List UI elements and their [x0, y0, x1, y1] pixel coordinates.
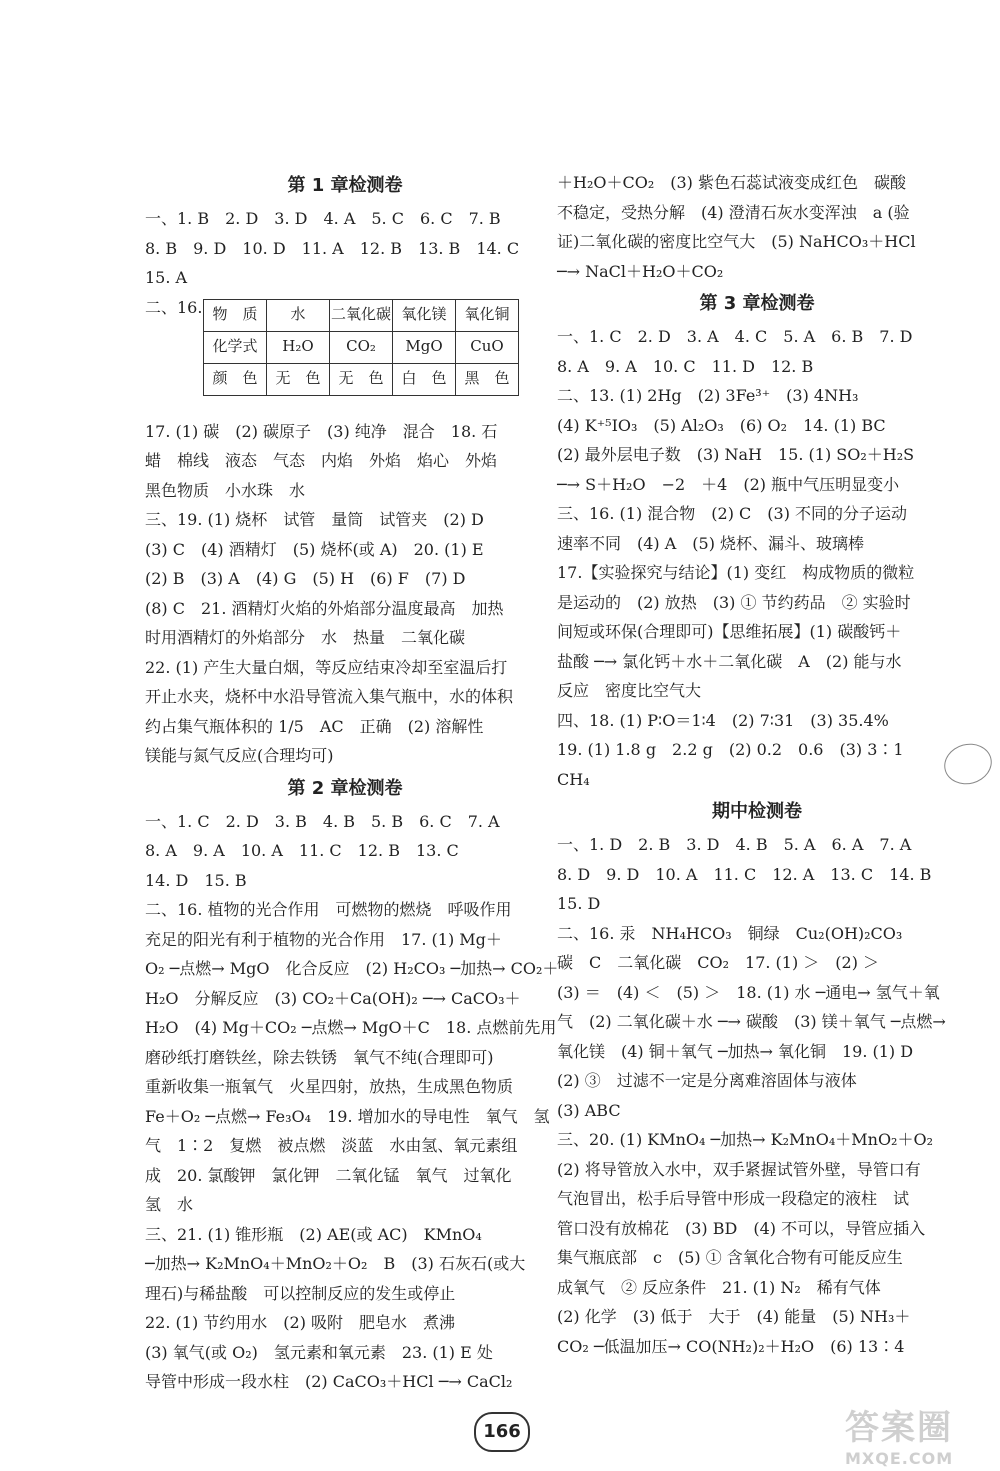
answer-line: 是运动的 (2) 放热 (3) ① 节约药品 ② 实验时	[557, 592, 911, 612]
answer-line: 重新收集一瓶氧气 火星四射，放热，生成黑色物质	[145, 1077, 514, 1096]
answer-line: (4) K⁺⁵IO₃ (5) Al₂O₃ (6) O₂ 14. (1) BC	[557, 415, 886, 435]
answer-line: 不稳定，受热分解 (4) 澄清石灰水变浑浊 a (验	[557, 202, 910, 222]
answer-line: 气 (2) 二氧化碳＋水 ─→ 碳酸 (3) 镁＋氧气 ─点燃→	[557, 1012, 946, 1031]
table-cell: 白 色	[393, 363, 456, 395]
answer-line: 气 1∶2 复燃 被点燃 淡蓝 水由氢、氧元素组	[145, 1136, 518, 1155]
answer-line: 三、20. (1) KMnO₄ ─加热→ K₂MnO₄＋MnO₂＋O₂	[557, 1130, 934, 1149]
answer-line: 一、1. C 2. D 3. B 4. B 5. B 6. C 7. A	[145, 811, 500, 831]
answer-line: 集气瓶底部 c (5) ① 含氧化合物有可能反应生	[557, 1248, 903, 1267]
answer-line: (3) ABC	[557, 1100, 621, 1120]
answer-line: (3) C (4) 酒精灯 (5) 烧杯(或 A) 20. (1) E	[145, 539, 484, 559]
answer-line: ─→ NaCl＋H₂O＋CO₂	[557, 261, 724, 281]
answer-line: ─加热→ K₂MnO₄＋MnO₂＋O₂ B (3) 石灰石(或大	[145, 1254, 526, 1273]
section-title-midterm: 期中检测卷	[712, 801, 802, 822]
answer-line: 蜡 棉线 液态 气态 内焰 外焰 焰心 外焰	[145, 451, 498, 470]
answer-line: (8) C 21. 酒精灯火焰的外焰部分温度最高 加热	[145, 598, 504, 618]
midterm-answers-block	[557, 830, 957, 1361]
answer-line: 8. D 9. D 10. A 11. C 12. A 13. C 14. B	[557, 864, 932, 884]
answer-line: 三、16. (1) 混合物 (2) C (3) 不同的分子运动	[557, 504, 908, 523]
answer-line: 17. (1) 碳 (2) 碳原子 (3) 纯净 混合 18. 石	[145, 421, 498, 441]
answer-line: CO₂ ─低温加压→ CO(NH₂)₂＋H₂O (6) 13∶4	[557, 1336, 905, 1356]
answer-line: 碳 C 二氧化碳 CO₂ 17. (1) ＞ (2) ＞	[557, 953, 880, 972]
answer-line: CH₄	[557, 769, 590, 789]
answer-line: 充足的阳光有利于植物的光合作用 17. (1) Mg＋	[145, 929, 502, 949]
ch2-answers-block	[145, 807, 559, 1397]
answer-line: 约占集气瓶体积的 1/5 AC 正确 (2) 溶解性	[145, 716, 484, 736]
table-cell: 物 质	[204, 299, 267, 331]
answer-line: 反应 密度比空气大	[557, 681, 702, 700]
answer-line: 三、21. (1) 锥形瓶 (2) AE(或 AC) KMnO₄	[145, 1224, 482, 1244]
answer-line: 二、13. (1) 2Hg (2) 3Fe³⁺ (3) 4NH₃	[557, 386, 859, 405]
table-cell: 二氧化碳	[330, 299, 393, 331]
answer-line: 盐酸 ─→ 氯化钙＋水＋二氧化碳 A (2) 能与水	[557, 651, 902, 671]
answer-line: 镁能与氮气反应(合理均可)	[145, 746, 334, 765]
table-cell: CuO	[456, 331, 519, 363]
answer-line: 一、1. B 2. D 3. D 4. A 5. C 6. C 7. B	[145, 209, 501, 228]
answer-line: 管口没有放棉花 (3) BD (4) 不可以，导管应插入	[557, 1218, 926, 1238]
table-cell: 氧化铜	[456, 299, 519, 331]
answer-line: 一、1. D 2. B 3. D 4. B 5. A 6. A 7. A	[557, 835, 912, 854]
answer-line: (3) ＝ (4) ＜ (5) ＞ 18. (1) 水 ─通电→ 氢气＋氧	[557, 982, 940, 1002]
answer-line: 间短或环保(合理即可)【思维拓展】(1) 碳酸钙＋	[557, 622, 902, 641]
answer-line: (2) B (3) A (4) G (5) H (6) F (7) D	[145, 569, 466, 588]
ch3-answers-block	[557, 322, 957, 794]
table-row	[204, 299, 519, 331]
table-cell: MgO	[393, 331, 456, 363]
answer-line: 导管中形成一段水柱 (2) CaCO₃＋HCl ─→ CaCl₂	[145, 1372, 513, 1391]
answer-line: 四、18. (1) P∶O＝1∶4 (2) 7∶31 (3) 35.4%	[557, 710, 889, 730]
answer-line: 17.【实验探究与结论】(1) 变红 构成物质的微粒	[557, 563, 915, 582]
answer-table	[203, 299, 519, 396]
answer-line: 成 20. 氯酸钾 氯化钾 二氧化锰 氧气 过氧化	[145, 1165, 512, 1185]
ch1-answers-block-2	[145, 417, 545, 771]
answer-line: 证)二氧化碳的密度比空气大 (5) NaHCO₃＋HCl	[557, 232, 916, 251]
answer-line: 时用酒精灯的外焰部分 水 热量 二氧化碳	[145, 628, 466, 647]
answer-line: 氢 水	[145, 1195, 194, 1214]
answer-line: ＋H₂O＋CO₂ (3) 紫色石蕊试液变成红色 碳酸	[557, 173, 907, 192]
answer-line: (2) 最外层电子数 (3) NaH 15. (1) SO₂＋H₂S	[557, 445, 915, 464]
answer-line: 22. (1) 产生大量白烟，等反应结束冷却至室温后打	[145, 657, 508, 677]
table-cell: 黑 色	[456, 363, 519, 395]
answer-line: 19. (1) 1.8 g 2.2 g (2) 0.2 0.6 (3) 3∶1	[557, 740, 904, 759]
answer-line: 一、1. C 2. D 3. A 4. C 5. A 6. B 7. D	[557, 327, 913, 346]
answer-line: (3) 氧气(或 O₂) 氢元素和氧元素 23. (1) E 处	[145, 1342, 493, 1362]
page-number: 166	[474, 1412, 530, 1452]
table-cell: 无 色	[330, 363, 393, 395]
ch2-continued-block	[557, 168, 957, 286]
answer-line: (2) ③ 过滤不一定是分离难溶固体与液体	[557, 1071, 857, 1090]
answer-line: 15. A	[145, 268, 188, 287]
watermark-logo-text: 答案圈	[845, 1408, 953, 1448]
section-title-ch1: 第 1 章检测卷	[287, 175, 403, 196]
answer-line: 15. D	[557, 894, 601, 913]
answer-line: 黑色物质 小水珠 水	[145, 480, 306, 500]
ch1-table-row	[145, 293, 545, 417]
ch1-answers-block-1	[145, 204, 545, 293]
answer-line: (2) 化学 (3) 低于 大于 (4) 能量 (5) NH₃＋	[557, 1307, 911, 1326]
answer-line: 理石)与稀盐酸 可以控制反应的发生或停止	[145, 1283, 456, 1303]
right-column	[557, 168, 957, 1361]
answer-line: Fe＋O₂ ─点燃→ Fe₃O₄ 19. 增加水的导电性 氧气 氢	[145, 1106, 550, 1126]
answer-line: 二、16. 植物的光合作用 可燃物的燃烧 呼吸作用	[145, 900, 512, 919]
table-row	[204, 331, 519, 363]
answer-line: 14. D 15. B	[145, 870, 247, 890]
section-title-ch3: 第 3 章检测卷	[699, 293, 815, 314]
answer-line: 8. A 9. A 10. A 11. C 12. B 13. C	[145, 841, 459, 860]
answer-line: 磨砂纸打磨铁丝，除去铁锈 氧气不纯(合理即可)	[145, 1047, 494, 1067]
table-cell: H₂O	[267, 331, 330, 363]
answer-line: 氧化镁 (4) 铜＋氧气 ─加热→ 氧化铜 19. (1) D	[557, 1041, 914, 1061]
answer-line: 三、19. (1) 烧杯 试管 量筒 试管夹 (2) D	[145, 510, 484, 529]
table-cell: 化学式	[204, 331, 267, 363]
table-label: 二、16.	[145, 297, 203, 317]
table-cell: 氧化镁	[393, 299, 456, 331]
table-cell: CO₂	[330, 331, 393, 363]
answer-line: 气泡冒出，松手后导管中形成一段稳定的液柱 试	[557, 1189, 910, 1208]
answer-line: 开止水夹，烧杯中水沿导管流入集气瓶中，水的体积	[145, 687, 514, 706]
table-cell: 无 色	[267, 363, 330, 395]
watermark-url: MXQE.COM	[845, 1449, 954, 1468]
left-column	[145, 168, 559, 1397]
answer-line: 成氧气 ② 反应条件 21. (1) N₂ 稀有气体	[557, 1277, 881, 1297]
answer-line: ─→ S＋H₂O −2 ＋4 (2) 瓶中气压明显变小	[557, 474, 900, 494]
section-title-ch2: 第 2 章检测卷	[287, 777, 403, 799]
answer-line: (2) 将导管放入水中，双手紧握试管外壁，导管口有	[557, 1159, 921, 1179]
answer-line: 速率不同 (4) A (5) 烧杯、漏斗、玻璃棒	[557, 533, 865, 553]
answer-line: 二、16. 汞 NH₄HCO₃ 铜绿 Cu₂(OH)₂CO₃	[557, 923, 903, 943]
answer-line: 8. B 9. D 10. D 11. A 12. B 13. B 14. C	[145, 238, 520, 258]
answer-line: 8. A 9. A 10. C 11. D 12. B	[557, 356, 814, 376]
answer-line: H₂O 分解反应 (3) CO₂＋Ca(OH)₂ ─→ CaCO₃＋	[145, 988, 521, 1008]
table-cell: 颜 色	[204, 363, 267, 395]
site-watermark	[845, 1400, 995, 1468]
answer-line: O₂ ─点燃→ MgO 化合反应 (2) H₂CO₃ ─加热→ CO₂＋	[145, 959, 559, 978]
answer-line: H₂O (4) Mg＋CO₂ ─点燃→ MgO＋C 18. 点燃前先用	[145, 1018, 557, 1037]
answer-line: 22. (1) 节约用水 (2) 吸附 肥皂水 煮沸	[145, 1313, 456, 1332]
table-row	[204, 363, 519, 395]
table-cell: 水	[267, 299, 330, 331]
